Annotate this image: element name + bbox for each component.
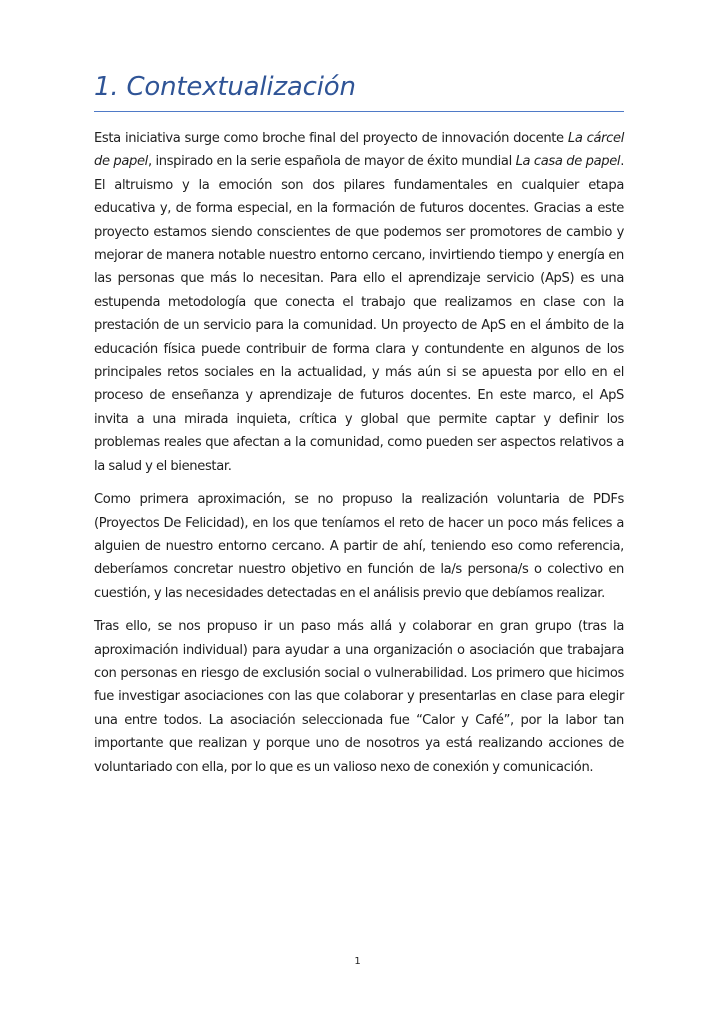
paragraph-1-title-1: La cárcel de papel <box>94 131 624 170</box>
heading-underline <box>94 111 624 112</box>
paragraph-1-text-a: Esta iniciativa surge como broche final del proyecto de innovación docente <box>94 131 568 146</box>
paragraph-2: Como primera aproximación, se no propuso la realización voluntaria de PDFs (Proyectos De Felicidad), en los que teníamos el reto de hacer un poco más felices a alguien de nuestro entorno cercano. A partir de ahí, teniendo eso como referencia, deberíamos concretar nuestro objetivo en función de la/s persona/s o colectivo en cuestión, y las necesidades detectadas en el análisis previo que debíamos realizar. <box>94 492 624 601</box>
paragraph-1-text-c: . El altruismo y la emoción son dos pilares fundamentales en cualquier etapa educativa y, de forma especial, en la formación de futuros docentes. Gracias a este proyecto estamos siendo conscientes de que podemos ser promotores de cambio y mejorar de manera notable nuestro entorno cercano, invirtiendo tiempo y energía en las personas que más lo necesitan. Para ello el aprendizaje servicio (ApS) es una estupenda metodología que conecta el trabajo que realizamos en clase con la prestación de un servicio para la comunidad. Un proyecto de ApS en el ámbito de la educación física puede contribuir de forma clara y contundente en algunos de los principales retos sociales en la actualidad, y más aún si se apuesta por ello en el proceso de enseñanza y aprendizaje de futuros docentes. En este marco, el ApS invita a una mirada inquieta, crítica y global que permite captar y definir los problemas reales que afectan a la comunidad, como pueden ser aspectos relativos a la salud y el bienestar. <box>94 154 625 474</box>
paragraph-1-text-b: , inspirado en la serie española de mayor de éxito mundial <box>147 154 516 170</box>
page-number: 1 <box>354 956 361 967</box>
paragraph-1-title-2: La casa de papel <box>515 154 621 170</box>
section-heading: 1. Contextualización <box>94 72 356 102</box>
paragraph-1 <box>94 127 624 478</box>
paragraph-3: Tras ello, se nos propuso ir un paso más allá y colaborar en gran grupo (tras la aproximación individual) para ayudar a una organización o asociación que trabajara con personas en riesgo de exclusión social o vulnerabilidad. Los primero que hicimos fue investigar asociaciones con las que colaborar y presentarlas en clase para elegir una entre todos. La asociación seleccionada fue “Calor y Café”, por la labor tan importante que realizan y porque uno de nosotros ya está realizando acciones de voluntariado con ella, por lo que es un valioso nexo de conexión y comunicación. <box>94 619 624 775</box>
body-text <box>94 127 624 789</box>
